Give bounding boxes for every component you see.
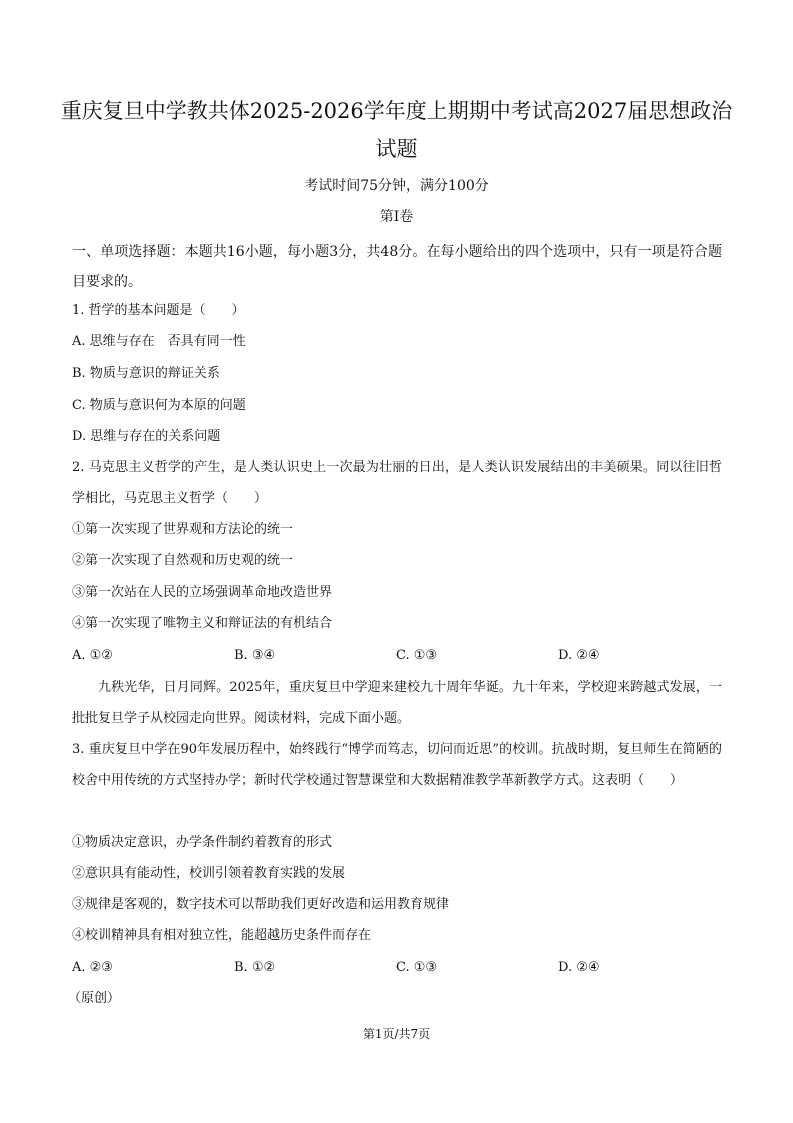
q3-choice-d: D. ②④ <box>558 960 600 975</box>
q3-statement-4: ④校训精神具有相对独立性，能超越历史条件而存在 <box>72 928 372 943</box>
q2-choice-d: D. ②④ <box>558 648 600 663</box>
q3-choices <box>72 958 722 978</box>
q1-option-d: D. 思维与存在的关系问题 <box>72 429 221 444</box>
q1-stem: 1. 哲学的基本问题是（ ） <box>72 303 245 318</box>
q2-statement-3: ③第一次站在人民的立场强调革命地改造世界 <box>72 585 333 600</box>
section-instruction: 一、单项选择题：本题共16小题，每小题3分，共48分。在每小题给出的四个选项中，只有一项是符合题目要求的。 <box>72 244 722 290</box>
q2-choice-c: C. ①③ <box>396 648 438 663</box>
q3-statement-2: ②意识具有能动性，校训引领着教育实践的发展 <box>72 866 346 881</box>
q3-choice-b: B. ①② <box>234 960 276 975</box>
q2-stem: 2. 马克思主义哲学的产生，是人类认识史上一次最为壮丽的日出，是人类认识发展结出的丰美硕果。同以往旧哲学相比，马克思主义哲学（ ） <box>72 460 722 506</box>
q2-statement-1: ①第一次实现了世界观和方法论的统一 <box>72 522 294 537</box>
exam-info: 考试时间75分钟，满分100分 <box>304 178 489 194</box>
q2-choice-b: B. ③④ <box>234 648 276 663</box>
volume-label: 第I卷 <box>379 209 414 225</box>
q1-option-b: B. 物质与意识的辩证关系 <box>72 366 220 381</box>
exam-title: 重庆复旦中学教共体2025-2026学年度上期期中考试高2027届思想政治试题 <box>60 99 733 161</box>
q3-note: （原创） <box>68 991 121 1006</box>
q1-option-a: A. 思维与存在 否具有同一性 <box>72 334 246 349</box>
q2-statement-4: ④第一次实现了唯物主义和辩证法的有机结合 <box>72 616 333 631</box>
q3-statement-1: ①物质决定意识，办学条件制约着教育的形式 <box>72 835 333 850</box>
page-number: 第1页/共7页 <box>362 1027 431 1041</box>
q2-choice-a: A. ①② <box>72 648 113 663</box>
q1-option-c: C. 物质与意识何为本原的问题 <box>72 398 246 413</box>
q2-statement-2: ②第一次实现了自然观和历史观的统一 <box>72 553 294 568</box>
q3-stem: 3. 重庆复旦中学在90年发展历程中，始终践行“博学而笃志，切问而近思”的校训。抗战时期，复旦师生在简陋的校舍中用传统的方式坚持办学；新时代学校通过智慧课堂和大数据精准教学革新教学方式。这表明（ ） <box>72 742 722 788</box>
q3-statement-3: ③规律是客观的，数字技术可以帮助我们更好改造和运用教育规律 <box>72 897 450 912</box>
reading-material: 九秩光华，日月同辉。2025年，重庆复旦中学迎来建校九十周年华诞。九十年来，学校迎来跨越式发展，一批批复旦学子从校园走向世界。阅读材料，完成下面小题。 <box>72 680 722 726</box>
q2-choices <box>72 646 722 666</box>
q3-choice-a: A. ②③ <box>72 960 113 975</box>
q3-choice-c: C. ①③ <box>396 960 438 975</box>
